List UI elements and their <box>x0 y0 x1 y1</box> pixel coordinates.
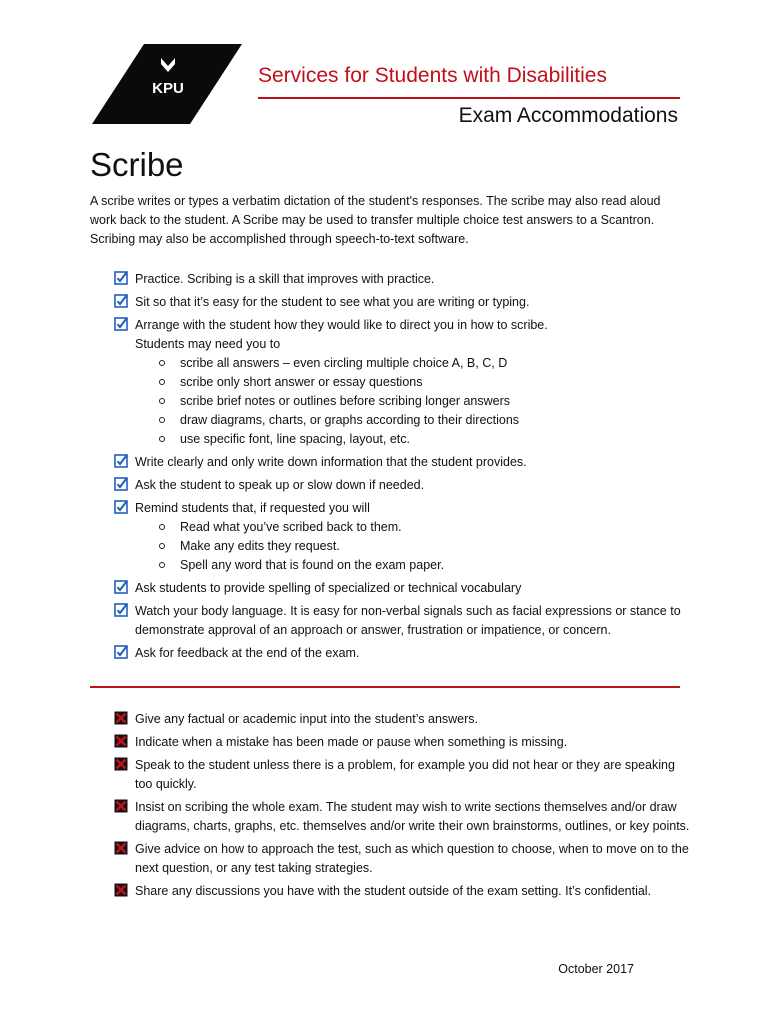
header-subtitle: Exam Accommodations <box>458 104 678 127</box>
page-title: Scribe <box>90 146 184 183</box>
list-item-text: Write clearly and only write down information that the student provides. <box>135 455 527 469</box>
checkbox-checked-icon <box>114 294 128 308</box>
list-item-extra: Students may need you to <box>135 337 281 351</box>
section-divider <box>90 686 680 688</box>
list-item-text: Remind students that, if requested you will <box>135 501 370 515</box>
list-item-text: Give advice on how to approach the test, such as which question to choose, when to move on to the next question, or any test taking strategies. <box>135 842 689 875</box>
checkbox-checked-icon <box>114 454 128 468</box>
list-item-text: Ask students to provide spelling of specialized or technical vocabulary <box>135 581 522 595</box>
kpu-logo <box>92 44 242 124</box>
list-item-text: Ask for feedback at the end of the exam. <box>135 646 360 660</box>
list-item <box>112 579 692 598</box>
list-item-text: Indicate when a mistake has been made or pause when something is missing. <box>135 735 568 749</box>
do-list <box>112 270 692 667</box>
checkbox-x-icon <box>114 841 128 855</box>
checkbox-checked-icon <box>114 580 128 594</box>
logo-text: KPU <box>152 80 184 97</box>
sub-list <box>135 518 692 575</box>
checkbox-checked-icon <box>114 317 128 331</box>
checkbox-checked-icon <box>114 603 128 617</box>
list-item-text: Arrange with the student how they would like to direct you in how to scribe. <box>135 318 548 332</box>
list-item <box>112 710 692 729</box>
list-item <box>112 602 692 640</box>
list-item <box>112 840 692 878</box>
checkbox-x-icon <box>114 799 128 813</box>
checkbox-x-icon <box>114 711 128 725</box>
list-item <box>112 882 692 901</box>
dont-list <box>112 710 692 905</box>
list-item <box>112 476 692 495</box>
header-rule <box>258 97 680 99</box>
list-item <box>112 293 692 312</box>
list-item <box>112 798 692 836</box>
footer-date: October 2017 <box>558 962 634 976</box>
sub-list-item: scribe all answers – even circling multiple choice A, B, C, D <box>135 354 692 373</box>
list-item-text: Insist on scribing the whole exam. The student may wish to write sections themselves and/or draw diagrams, charts, graphs, etc. themselves and/or write their own brainstorms, outlines, or key points. <box>135 800 690 833</box>
intro-paragraph: A scribe writes or types a verbatim dictation of the student's responses. The scribe may also read aloud work back to the student. A Scribe may be used to transfer multiple choice test answers to a Scantron. Scribing may also be accomplished through speech-to-text software. <box>90 194 661 246</box>
list-item-text: Watch your body language. It is easy for non-verbal signals such as facial expressions or stance to demonstrate approval of an approach or answer, frustration or impatience, or concern. <box>135 604 681 637</box>
sub-list-item: Spell any word that is found on the exam paper. <box>135 556 692 575</box>
sub-list-item: draw diagrams, charts, or graphs according to their directions <box>135 411 692 430</box>
checkbox-checked-icon <box>114 477 128 491</box>
list-item <box>112 499 692 575</box>
sub-list-item: use specific font, line spacing, layout, etc. <box>135 430 692 449</box>
checkbox-x-icon <box>114 883 128 897</box>
sub-list-item: Make any edits they request. <box>135 537 692 556</box>
checkbox-checked-icon <box>114 271 128 285</box>
list-item-text: Ask the student to speak up or slow down if needed. <box>135 478 425 492</box>
sub-list-item: Read what you’ve scribed back to them. <box>135 518 692 537</box>
checkbox-x-icon <box>114 757 128 771</box>
checkbox-checked-icon <box>114 645 128 659</box>
list-item-text: Speak to the student unless there is a problem, for example you did not hear or they are speaking too quickly. <box>135 758 675 791</box>
list-item <box>112 316 692 449</box>
list-item <box>112 733 692 752</box>
list-item <box>112 756 692 794</box>
list-item-text: Share any discussions you have with the student outside of the exam setting. It’s confidential. <box>135 884 652 898</box>
checkbox-checked-icon <box>114 500 128 514</box>
sub-list-item: scribe only short answer or essay questions <box>135 373 692 392</box>
header-title: Services for Students with Disabilities <box>258 64 607 87</box>
sub-list <box>135 354 692 449</box>
sub-list-item: scribe brief notes or outlines before scribing longer answers <box>135 392 692 411</box>
list-item-text: Give any factual or academic input into the student’s answers. <box>135 712 479 726</box>
list-item-text: Sit so that it’s easy for the student to see what you are writing or typing. <box>135 295 530 309</box>
checkbox-x-icon <box>114 734 128 748</box>
list-item <box>112 644 692 663</box>
list-item <box>112 453 692 472</box>
list-item <box>112 270 692 289</box>
list-item-text: Practice. Scribing is a skill that improves with practice. <box>135 272 435 286</box>
